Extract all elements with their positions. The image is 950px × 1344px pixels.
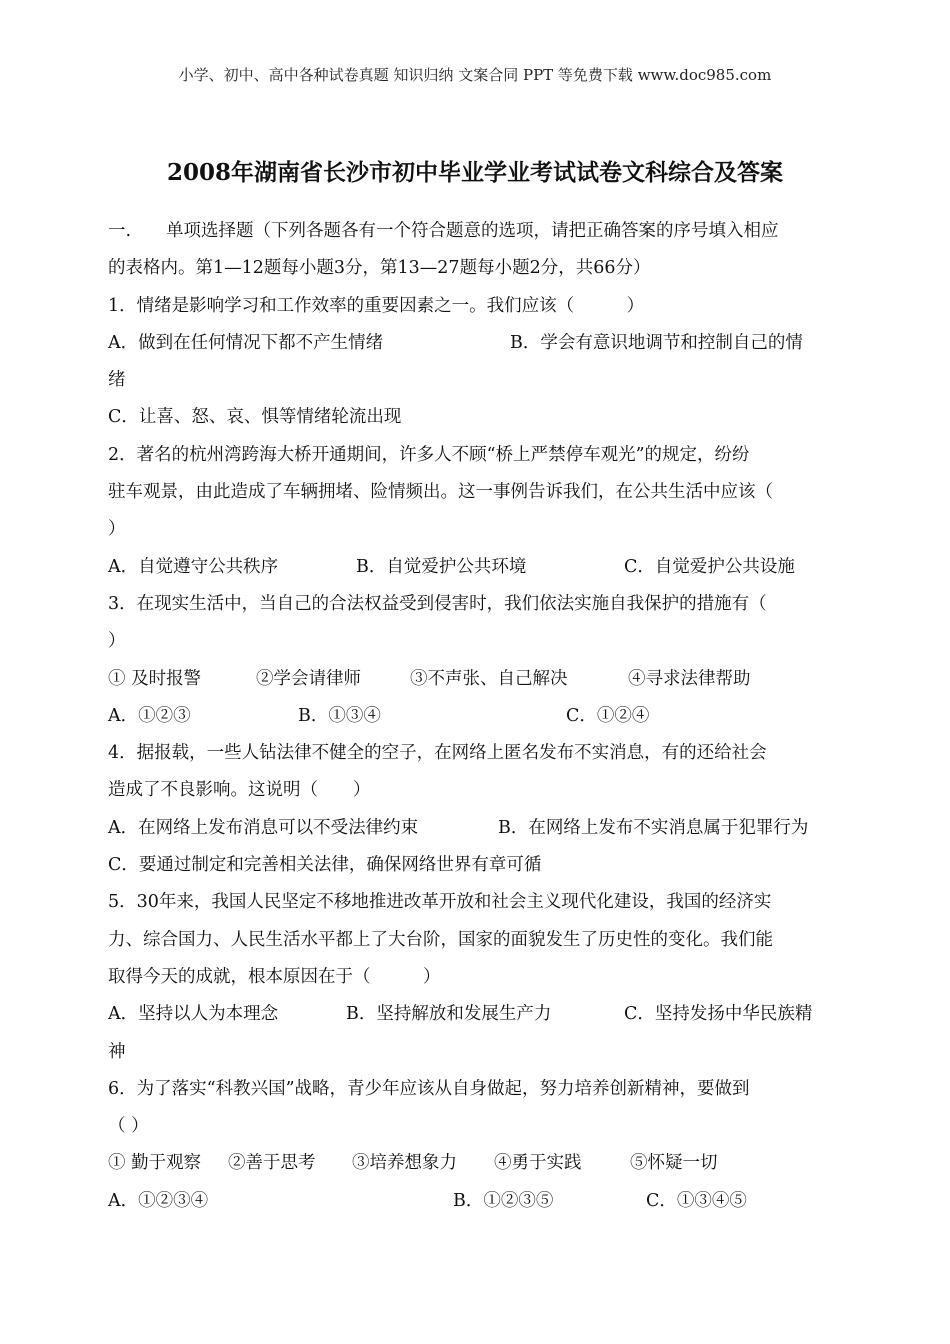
question-4-options-row bbox=[108, 810, 842, 847]
question-5-stem bbox=[108, 884, 842, 921]
question-1-stem bbox=[108, 288, 842, 325]
question-1-options-row bbox=[108, 399, 842, 436]
question-2-stem bbox=[108, 511, 842, 548]
question-3-options-row bbox=[108, 698, 842, 735]
question-4-stem bbox=[108, 772, 842, 809]
option-b: B．①②③⑤ bbox=[453, 1190, 554, 1211]
question-stem-line: 1．情绪是影响学习和工作效率的重要因素之一。我们应该（ ） bbox=[108, 295, 645, 316]
option-c: C．①③④⑤ bbox=[646, 1190, 747, 1211]
item-3: ③培养想象力 bbox=[352, 1153, 457, 1174]
question-1-options-row bbox=[108, 362, 842, 399]
question-stem-line: 4．据报载，一些人钻法律不健全的空子，在网络上匿名发布不实消息，有的还给社会 bbox=[108, 743, 767, 764]
option-a: A．坚持以人为本理念 bbox=[108, 1004, 279, 1025]
option-a: A．①②③④ bbox=[108, 1190, 209, 1211]
option-a: A．自觉遵守公共秩序 bbox=[108, 556, 279, 577]
question-stem-line: 力、综合国力、人民生活水平都上了大台阶，国家的面貌发生了历史性的变化。我们能 bbox=[108, 929, 773, 950]
option-c: C．要通过制定和完善相关法律，确保网络世界有章可循 bbox=[108, 855, 542, 876]
question-2-stem bbox=[108, 474, 842, 511]
section-instruction bbox=[108, 250, 842, 287]
section-instruction-line-1: 单项选择题（下列各题各有一个符合题意的选项，请把正确答案的序号填入相应 bbox=[166, 221, 779, 241]
item-3: ③不声张、自己解决 bbox=[410, 668, 568, 689]
question-stem-line: 驻车观景，由此造成了车辆拥堵、险情频出。这一事例告诉我们，在公共生活中应该（ bbox=[108, 482, 773, 503]
question-stem-line: ） bbox=[108, 519, 126, 540]
question-5-stem bbox=[108, 922, 842, 959]
section-number: 一. bbox=[108, 221, 132, 241]
question-stem-line: （ ） bbox=[108, 1116, 149, 1137]
option-b: B．坚持解放和发展生产力 bbox=[346, 1004, 552, 1025]
question-4-stem bbox=[108, 735, 842, 772]
question-5-stem bbox=[108, 959, 842, 996]
item-2: ②善于思考 bbox=[228, 1153, 316, 1174]
option-c: C．让喜、怒、哀、惧等情绪轮流出现 bbox=[108, 407, 402, 428]
question-stem-line: 造成了不良影响。这说明（ ） bbox=[108, 780, 371, 801]
question-4-options-row bbox=[108, 847, 842, 884]
option-b-continued: 绪 bbox=[108, 370, 126, 391]
question-2-options-row bbox=[108, 549, 842, 586]
section-heading bbox=[108, 213, 842, 250]
question-stem-line: 5．30年来，我国人民坚定不移地推进改革开放和社会主义现代化建设，我国的经济实 bbox=[108, 892, 772, 913]
option-a: A．①②③ bbox=[108, 705, 191, 726]
exam-title: 2008年湖南省长沙市初中毕业学业考试试卷文科综合及答案 bbox=[166, 159, 783, 186]
option-b: B．在网络上发布不实消息属于犯罪行为 bbox=[498, 817, 809, 838]
question-6-stem bbox=[108, 1071, 842, 1108]
question-stem-line: 2．著名的杭州湾跨海大桥开通期间，许多人不顾“桥上严禁停车观光”的规定，纷纷 bbox=[108, 444, 750, 465]
question-stem-line: ） bbox=[108, 631, 126, 652]
question-6-options-row bbox=[108, 1183, 842, 1220]
option-c: C．①②④ bbox=[566, 705, 650, 726]
item-1: ① 及时报警 bbox=[108, 668, 202, 689]
option-a: A．在网络上发布消息可以不受法律约束 bbox=[108, 817, 419, 838]
question-5-options-row bbox=[108, 1034, 842, 1071]
option-b: B．①③④ bbox=[298, 705, 381, 726]
option-c-continued: 神 bbox=[108, 1041, 126, 1062]
question-stem-line: 取得今天的成就，根本原因在于（ ） bbox=[108, 966, 441, 987]
question-3-stem bbox=[108, 623, 842, 660]
option-a: A．做到在任何情况下都不产生情绪 bbox=[108, 332, 384, 353]
section-instruction-line-2: 的表格内。第1—12题每小题3分，第13—27题每小题2分，共66分） bbox=[108, 258, 651, 279]
option-b: B．自觉爱护公共环境 bbox=[356, 556, 527, 577]
question-stem-line: 6．为了落实“科教兴国”战略，青少年应该从自身做起，努力培养创新精神，要做到 bbox=[108, 1078, 750, 1099]
exam-content bbox=[108, 213, 842, 1220]
item-5: ⑤怀疑一切 bbox=[630, 1153, 718, 1174]
question-5-options-row bbox=[108, 996, 842, 1033]
page-header: 小学、初中、高中各种试卷真题 知识归纳 文案合同 PPT 等免费下载 www.doc985.com bbox=[178, 66, 772, 84]
question-6-stem bbox=[108, 1108, 842, 1145]
question-3-stem bbox=[108, 586, 842, 623]
question-3-items-row bbox=[108, 661, 842, 698]
item-4: ④勇于实践 bbox=[494, 1153, 582, 1174]
item-1: ① 勤于观察 bbox=[108, 1153, 202, 1174]
option-c: C．自觉爱护公共设施 bbox=[624, 556, 795, 577]
option-b: B．学会有意识地调节和控制自己的情 bbox=[510, 332, 803, 353]
option-c: C．坚持发扬中华民族精 bbox=[624, 1004, 813, 1025]
item-4: ④寻求法律帮助 bbox=[628, 668, 751, 689]
question-stem-line: 3．在现实生活中，当自己的合法权益受到侵害时，我们依法实施自我保护的措施有（ bbox=[108, 593, 767, 614]
item-2: ②学会请律师 bbox=[256, 668, 361, 689]
question-1-options-row bbox=[108, 325, 842, 362]
question-2-stem bbox=[108, 437, 842, 474]
question-6-items-row bbox=[108, 1145, 842, 1182]
